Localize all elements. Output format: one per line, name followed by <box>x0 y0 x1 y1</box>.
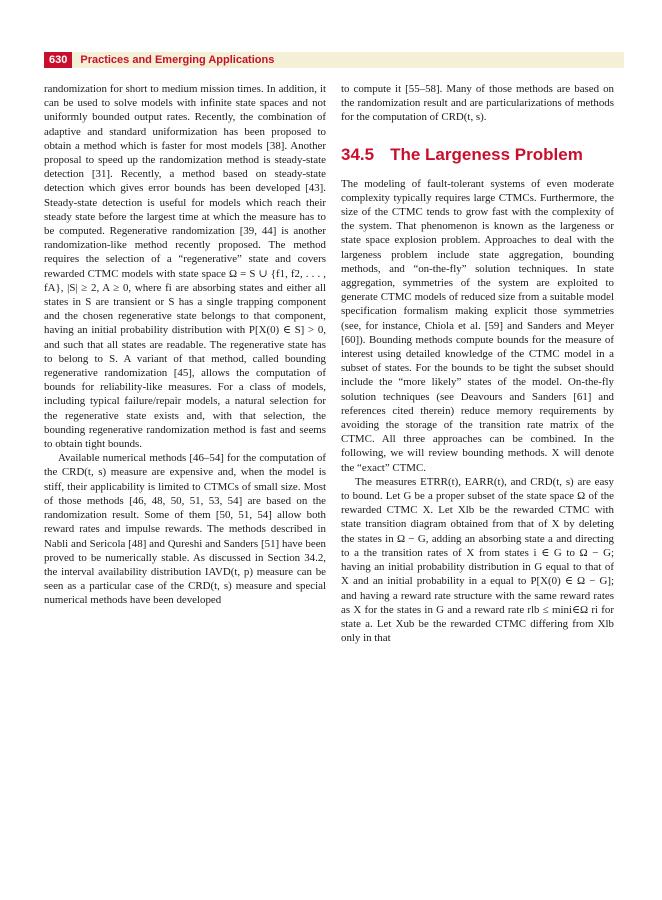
section-number: 34.5 <box>341 144 375 164</box>
body-paragraph: to compute it [55–58]. Many of those methods are based on the randomization result and are particularizations of methods for the computation of CRD(t, s). <box>341 83 614 124</box>
left-column <box>44 82 326 608</box>
body-paragraph: The measures ETRR(t), EARR(t), and CRD(t, s) are easy to bound. Let G be a proper subset of the state space Ω of the rewarded CTMC X. Let Xlb be the rewarded CTMC with state transition diagram obtained from that of X by deleting the states in Ω − G, adding an absorbing state a and directing to a the transition rates of X from states i ∈ G to Ω − G; having an initial probability distribution in G equal to that of X and an initial probability in a equal to P[X(0) ∈ Ω − G]; and having a reward rate structure with the same reward rates as X for the states in G and a reward rate rlb ≤ mini∈Ω ri for state a. Let Xub be the rewarded CTMC differing from Xlb only in that <box>341 475 614 645</box>
section-title: The Largeness Problem <box>390 144 583 164</box>
running-title: Practices and Emerging Applications <box>72 52 624 68</box>
body-paragraph: Available numerical methods [46–54] for the computation of the CRD(t, s) measure are expensive and, when the model is stiff, their applicability is limited to CTMCs of small size. Most of those methods [46, 48, 50, 51, 53, 54] are based on the randomization result. Some of them [50, 51, 54] allow both reward rates and impulse rewards. The methods described in Nabli and Sericola [48] and Qureshi and Sanders [51] have been proved to be numerically stable. As discussed in Section 34.2, the interval availability distribution IAVD(t, p) measure can be seen as a particular case of the CRD(t, s) measure and special numerical methods have been developed <box>44 452 326 607</box>
body-paragraph: The modeling of fault-tolerant systems of even moderate complexity typically requires large CTMCs. Furthermore, the size of the CTMC tends to grow fast with the complexity of the system. That phenomenon is known as the largeness or state space explosion problem. Approaches to deal with the largeness problem include state aggregation, bounding methods, and “on-the-fly” solution techniques. In state aggregation, symmetries of the system are exploited to generate CTMC models of reduced size from a suitable model specification formalism making explicit those symmetries (see, for instance, Chiola et al. [59] and Sanders and Meyer [60]). Bounding methods compute bounds for the measure of interest using detailed knowledge of the CTMC model in a subset of states. For the bounds to be tight the subset should include the “more likely” states of the model. On-the-fly solution techniques (see Deavours and Sanders [61] and references cited therein) reduce memory requirements by avoiding the storage of the transition rate matrix of the CTMC. All three approaches can be combined. In the following, we will review bounding methods. X will denote the “exact” CTMC. <box>341 177 614 474</box>
running-header <box>44 52 624 68</box>
page-number: 630 <box>44 52 72 68</box>
section-heading <box>341 145 614 165</box>
right-column <box>341 82 614 645</box>
body-paragraph: randomization for short to medium mission times. In addition, it can be used to solve models with infinite state spaces and not uniformly bounded output rates. Recently, the combination of adaptive and standard uniformization has been proposed to obtain a method which is faster for most models [38]. Another proposal to speed up the randomization method is steady-state detection [31]. Recently, a method based on steady-state detection which gives error bounds has been developed [43]. Steady-state detection is useful for models which reach their steady state before the largest time at which the measure has to be computed. Regenerative randomization [39, 44] is another randomization-like method recently proposed. The method requires the selection of a “regenerative” state and covers rewarded CTMC models with state space Ω = S ∪ {f1, f2, . . . , fA}, |S| ≥ 2, A ≥ 0, where fi are absorbing states and either all states in S are transient or S has a single trapping component and the chosen regenerative state belongs to that component, having an initial probability distribution with P[X(0) ∈ S] > 0, and such that all states are readable. The regenerative state has to belong to S. A variant of that method, called bounding regenerative randomization [45], allows the computation of bounds for reliability-like measures. For a class of models, including typical failure/repair models, a natural selection for the regenerative state exists and, with that selection, the bounding regenerative randomization method is fast and seems to obtain tight bounds. <box>44 83 326 451</box>
